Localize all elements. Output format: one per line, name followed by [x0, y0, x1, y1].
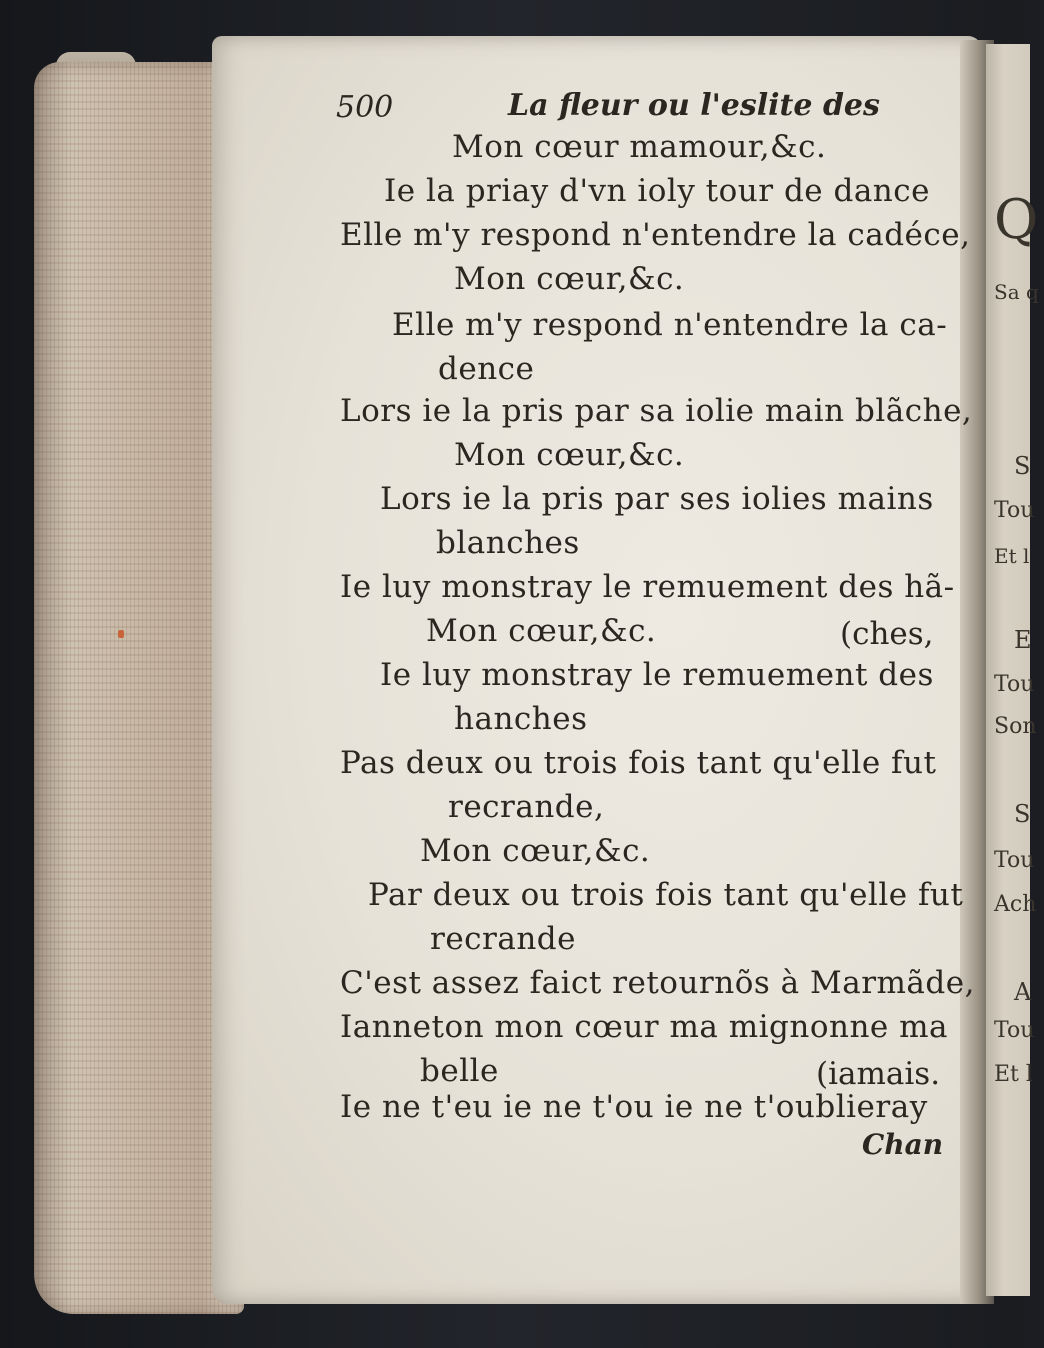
facing-fragment: Et l — [994, 1062, 1033, 1087]
turnover-note: (iamais. — [816, 1056, 941, 1092]
facing-fragment: Et l — [994, 544, 1030, 568]
text-line: recrande, — [448, 789, 605, 825]
facing-fragment: Tou — [994, 672, 1035, 697]
text-line: Mon cœur,&c. — [454, 437, 685, 473]
text-line: recrande — [430, 921, 576, 957]
turnover-note: (ches, — [840, 616, 934, 652]
text-line: Ie la priay d'vn ioly tour de dance — [384, 173, 930, 209]
facing-fragment: A — [1014, 978, 1032, 1006]
facing-fragment: Ach — [994, 892, 1037, 917]
facing-fragment: E — [1014, 626, 1032, 654]
text-line: hanches — [454, 701, 588, 737]
catchword: Chan — [862, 1128, 944, 1161]
text-line: Mon cœur,&c. — [454, 261, 685, 297]
text-line: belle — [420, 1053, 499, 1089]
running-title: La fleur ou l'eslite des — [508, 88, 880, 123]
facing-fragment: S — [1014, 800, 1031, 828]
text-line: Mon cœur,&c. — [426, 613, 657, 649]
text-line: Mon cœur mamour,&c. — [452, 129, 827, 165]
text-line: blanches — [436, 525, 580, 561]
text-line: Lors ie la pris par ses iolies mains — [380, 481, 934, 517]
text-line: Ie ne t'eu ie ne t'ou ie ne t'oublieray — [340, 1089, 928, 1125]
facing-fragment: Tou — [994, 498, 1035, 523]
facing-fragment: Sa q — [994, 280, 1039, 304]
page-number: 500 — [336, 90, 394, 125]
text-line: Ie luy monstray le remuement des hã- — [340, 569, 955, 605]
facing-fragment: Q — [994, 188, 1039, 251]
text-line: Elle m'y respond n'entendre la cadéce, — [340, 217, 971, 253]
text-line: Lors ie la pris par sa iolie main blãche, — [340, 393, 973, 429]
text-line: Ianneton mon cœur ma mignonne ma — [340, 1009, 948, 1045]
facing-fragment: S — [1014, 452, 1031, 480]
text-line: dence — [438, 351, 535, 387]
text-line: Pas deux ou trois fois tant qu'elle fut — [340, 745, 937, 781]
facing-fragment: Son — [994, 714, 1037, 739]
text-line: Par deux ou trois fois tant qu'elle fut — [368, 877, 964, 913]
facing-fragment: Tou — [994, 1018, 1035, 1043]
text-line: Ie luy monstray le remuement des — [380, 657, 934, 693]
text-line: Mon cœur,&c. — [420, 833, 651, 869]
facing-fragment: Tou — [994, 848, 1035, 873]
text-line: C'est assez faict retournõs à Marmãde, — [340, 965, 975, 1001]
text-line: Elle m'y respond n'entendre la ca- — [392, 307, 948, 343]
